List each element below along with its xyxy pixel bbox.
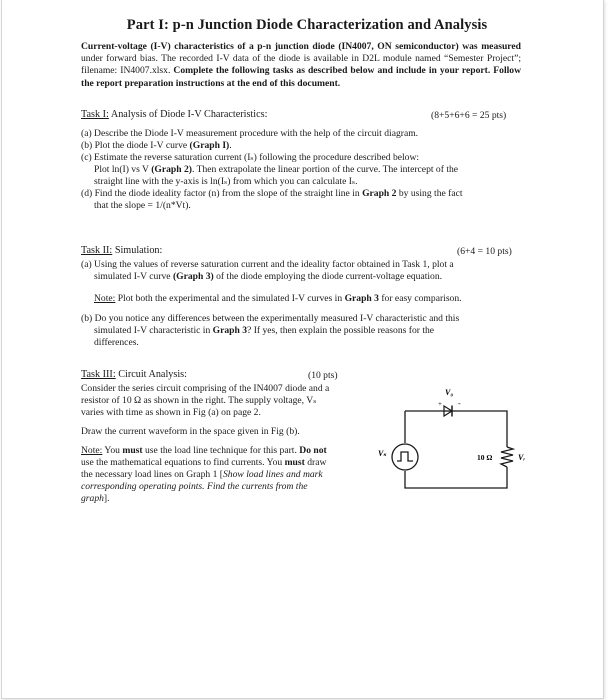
task3-n4-italic: corresponding operating points. Find the currents from the [81, 481, 308, 492]
task1-item-d-line2: that the slope = 1/(n*Vt). [94, 200, 191, 211]
task1-b-end: . [229, 140, 232, 151]
ac-source-icon [392, 444, 418, 470]
task2-a2-graph: (Graph 3) [172, 271, 214, 282]
task3-note-label: Note: [81, 445, 103, 456]
diode-icon [443, 406, 457, 417]
task2-item-a: (a) Using the values of reverse saturation current and the ideality factor obtained in Task 1, plot a [81, 259, 454, 270]
task1-c2-text: Plot ln(I) vs V [94, 164, 152, 175]
task3-points: (10 pts) [308, 370, 338, 381]
task2-b2-end: ? If yes, then explain the possible reasons for the [247, 325, 435, 336]
task2-label: Task II: [81, 245, 113, 256]
task3-n2-post: draw [304, 457, 327, 468]
task1-points: (8+5+6+6 = 25 pts) [431, 110, 507, 121]
task3-label: Task III: [81, 369, 116, 380]
task3-n2-pre: use the mathematical equations to find currents. You [81, 457, 285, 468]
resistor-value-label: 10 Ω [477, 453, 493, 462]
task2-item-b: (b) Do you notice any differences between the experimentally measured I-V characteristic and this [81, 313, 460, 324]
task1-label: Task I: [81, 109, 109, 120]
wire-bottom [405, 467, 507, 488]
task1-item-a: (a) Describe the Diode I-V measurement procedure with the help of the circuit diagram. [81, 128, 419, 139]
task1-d1-end: by using the fact [396, 188, 463, 199]
task2-title: Simulation: [112, 245, 163, 256]
task3-heading [81, 369, 187, 380]
page-title: Part I: p-n Junction Diode Characterization and Analysis [126, 17, 488, 33]
page-border [1, 0, 604, 699]
intro-tail: Complete the following tasks as described below and include in your report. Follow the report preparation instructions at the end of this document. [81, 65, 521, 89]
task3-n5-italic: graph [81, 493, 104, 504]
task3-note-line3 [81, 469, 329, 481]
task1-item-c-line2 [81, 164, 463, 176]
task2-item-b-line3: differences. [94, 337, 139, 348]
task1-c2-graph: (Graph 2) [151, 164, 192, 175]
resistor-icon [501, 447, 513, 467]
task1-title: Analysis of Diode I-V Characteristics: [108, 109, 268, 120]
task2-note-label: Note: [94, 293, 116, 304]
task3-n1-donot: Do not [299, 445, 327, 456]
task2-list [81, 259, 462, 349]
diode-minus-sign: - [458, 399, 461, 408]
task2-note-text: Plot both the experimental and the simulated I-V curves in [115, 293, 345, 304]
task1-item-c-line3: straight line with the y-axis is ln(Iₛ) from which you can calculate Iₛ. [94, 176, 358, 187]
diode-plus-sign: + [438, 400, 442, 408]
task3-n3-pre: the necessary load lines on Graph 1 [ [81, 469, 223, 480]
task3-n1-must: must [122, 445, 143, 456]
task3-n1-b: use the load line technique for this part. [142, 445, 300, 456]
task3-n3-italic: Show load lines and mark [223, 469, 323, 480]
resistor-voltage-label: Vᵣ [518, 453, 526, 462]
task3-n5-end: ]. [103, 493, 110, 504]
task2-note-graph: Graph 3 [344, 293, 379, 304]
task2-item-a-line2 [81, 271, 462, 283]
task2-a2-end: of the diode employing the diode current-voltage equation. [213, 271, 443, 282]
task3-para-line4: Draw the current waveform in the space given in Fig (b). [81, 426, 300, 437]
intro-paragraph [81, 41, 521, 90]
task2-b2-text: simulated I-V characteristic in [94, 325, 213, 336]
square-wave-icon [397, 452, 413, 461]
task2-b2-graph: Graph 3 [212, 325, 248, 336]
intro-middle: under forward bias. The recorded I-V data of the diode is available in D2L module named “Semester Project”; filename: IN4007.xlsx. [81, 53, 521, 77]
series-circuit-diagram [368, 375, 558, 505]
task3-note-line4 [81, 481, 329, 493]
task2-points: (6+4 = 10 pts) [457, 246, 512, 257]
task1-list [81, 128, 463, 212]
task3-note-line1 [81, 445, 329, 457]
task3-title: Circuit Analysis: [115, 369, 187, 380]
task2-heading [81, 245, 162, 256]
task3-body [81, 383, 329, 505]
task1-item-d [81, 188, 463, 200]
task2-note [81, 293, 462, 305]
task2-note-end: for easy comparison. [378, 293, 462, 304]
diode-voltage-label: V₀ [445, 388, 454, 397]
task1-d1-text: (d) Find the diode ideality factor (n) from the slope of the straight line in [81, 188, 363, 199]
task3-note-line2 [81, 457, 329, 469]
task1-d1-graph: Graph 2 [362, 188, 397, 199]
task3-para-line2: resistor of 10 Ω as shown in the right. The supply voltage, Vₛ [81, 395, 317, 406]
task3-note-line5 [81, 493, 329, 505]
task2-item-b-line2 [81, 325, 462, 337]
source-voltage-label: Vₛ [378, 449, 387, 458]
task3-n1-a: You [102, 445, 123, 456]
task2-a2-text: simulated I-V curve [94, 271, 173, 282]
task1-b-text: (b) Plot the diode I-V curve [81, 140, 190, 151]
task3-n2-must: must [284, 457, 305, 468]
task3-para-line1: Consider the series circuit comprising of the IN4007 diode and a [81, 383, 330, 394]
task1-item-b [81, 140, 463, 152]
wire-top-right [457, 411, 507, 447]
task3-para-line3: varies with time as shown in Fig (a) on page 2. [81, 407, 261, 418]
intro-lead: Current-voltage (I-V) characteristics of a p-n junction diode (IN4007, ON semiconductor) was measured [81, 41, 521, 52]
task1-item-c: (c) Estimate the reverse saturation current (Iₛ) following the procedure described below: [81, 152, 420, 163]
task1-b-graph: (Graph I) [189, 140, 230, 151]
task1-c2-end: . Then extrapolate the linear portion of the curve. The intercept of the [192, 164, 459, 175]
task1-heading [81, 109, 267, 120]
